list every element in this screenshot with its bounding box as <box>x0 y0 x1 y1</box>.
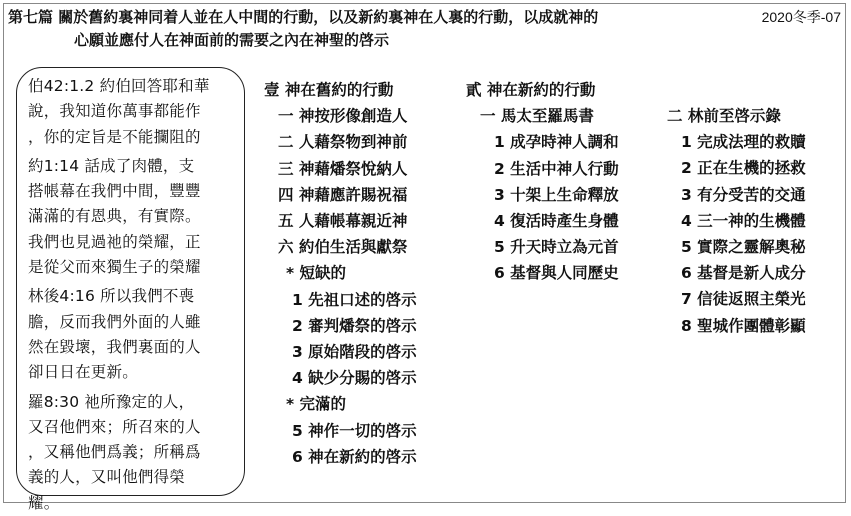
outline-star-label: * 完滿的 <box>286 395 347 414</box>
outline-point: 五 人藉帳幕親近神 <box>278 212 408 231</box>
outline-item: 1 先祖口述的啓示 <box>292 290 417 309</box>
outline-item: 8 聖城作團體彰顯 <box>681 316 806 335</box>
outline-new-testament <box>466 77 619 287</box>
verse-line: ，你的定旨是不能攔阻的 <box>28 127 201 146</box>
outline-point: 二 林前至啓示錄 <box>667 107 781 125</box>
verse-line: 膽，反而我們外面的人雖 <box>28 312 201 331</box>
outline-point: 六 約伯生活與獻祭 <box>278 238 408 257</box>
outline-point: 二 人藉祭物到神前 <box>278 133 408 152</box>
verse-job <box>28 74 244 150</box>
verse-line: 義的人，又叫他們得榮 <box>28 468 186 487</box>
outline-star-label: * 短缺的 <box>286 264 347 283</box>
outline-item: 2 生活中神人行動 <box>494 159 619 178</box>
outline-point: 三 神藉燔祭悅納人 <box>278 159 408 178</box>
outline-item: 3 原始階段的啓示 <box>292 343 417 362</box>
title-line-1: 第七篇 關於舊約裏神同着人並在人中間的行動，以及新約裏神在人裏的行動，以成就神的 <box>8 8 599 26</box>
outline-point: 一 神按形像創造人 <box>278 107 408 126</box>
verse-line: 說，我知道你萬事都能作 <box>28 102 201 121</box>
outline-heading: 壹 神在舊約的行動 <box>264 81 394 99</box>
outline-item: 3 有分受苦的交通 <box>681 185 806 204</box>
outline-item: 6 神在新約的啓示 <box>292 447 417 466</box>
verse-line: 約1:14 話成了肉體，支 <box>28 156 195 175</box>
page-title <box>8 6 728 52</box>
title-line-2: 心願並應付人在神面前的需要之內在神聖的啓示 <box>74 31 390 49</box>
verse-2cor <box>28 284 244 385</box>
outline-item: 1 成孕時神人調和 <box>494 133 619 152</box>
outline-item: 4 復活時產生身體 <box>494 212 619 231</box>
outline-item: 5 實際之靈解奧秘 <box>681 238 806 257</box>
verse-line: 伯42:1.2 約伯回答耶和華 <box>28 77 210 95</box>
outline-heading: 貳 神在新約的行動 <box>466 81 596 99</box>
outline-point: 四 神藉應許賜祝福 <box>278 185 408 204</box>
outline-item: 1 完成法理的救贖 <box>681 133 806 152</box>
verse-line: 滿滿的有恩典，有實際。 <box>28 207 201 226</box>
verse-romans <box>28 390 244 516</box>
verse-line: 我們也見過祂的榮耀，正 <box>28 232 201 251</box>
outline-item: 2 審判燔祭的啓示 <box>292 316 417 335</box>
verse-line: ，又稱他們爲義；所稱爲 <box>28 443 201 462</box>
verse-line: 然在毀壞，我們裏面的人 <box>28 337 201 356</box>
outline-old-testament <box>264 77 417 470</box>
outline-item: 7 信徒返照主榮光 <box>681 290 806 309</box>
outline-item: 2 正在生機的拯救 <box>681 159 806 178</box>
outline-item: 4 三一神的生機體 <box>681 211 806 230</box>
verse-line: 卻日日在更新。 <box>28 363 138 382</box>
verse-line: 耀。 <box>28 493 60 512</box>
outline-item: 5 神作一切的啓示 <box>292 421 417 440</box>
outline-corinthians-revelation <box>653 103 806 339</box>
outline-item: 4 缺少分賜的啓示 <box>292 369 417 388</box>
verse-line: 羅8:30 祂所豫定的人， <box>28 392 195 411</box>
verse-line: 搭帳幕在我們中間，豐豐 <box>28 182 201 201</box>
session-code: 2020冬季-07 <box>761 9 841 25</box>
outline-point: 一 馬太至羅馬書 <box>480 107 594 126</box>
outline-item: 6 基督與人同歷史 <box>494 264 619 283</box>
verse-john <box>28 154 244 280</box>
verse-line: 又召他們來；所召來的人 <box>28 417 201 436</box>
verse-line: 是從父而來獨生子的榮耀 <box>28 258 201 277</box>
verse-box <box>16 67 245 512</box>
outline-item: 5 升天時立為元首 <box>494 238 619 257</box>
outline-item: 3 十架上生命釋放 <box>494 185 619 204</box>
verse-line: 林後4:16 所以我們不喪 <box>28 287 195 306</box>
outline-item: 6 基督是新人成分 <box>681 264 806 283</box>
